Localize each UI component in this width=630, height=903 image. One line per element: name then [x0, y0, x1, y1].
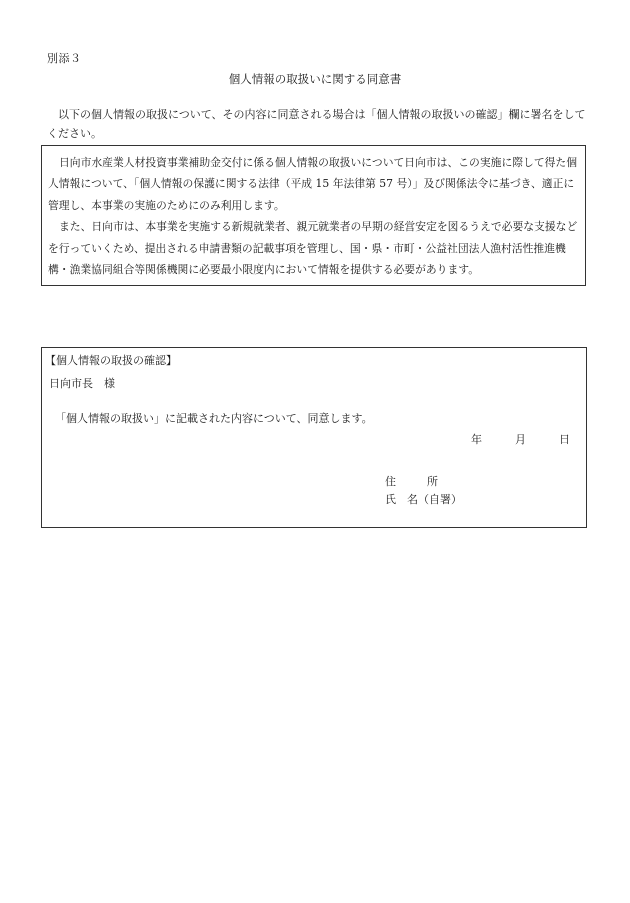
handling-description-box — [41, 145, 586, 286]
addressee: 日向市長 様 — [49, 377, 115, 390]
agreement-statement: 「個人情報の取扱い」に記載された内容について、同意します。 — [55, 412, 373, 425]
address-label: 住 所 — [385, 475, 448, 488]
date-day-label: 日 — [559, 433, 570, 446]
confirmation-heading: 【個人情報の取扱の確認】 — [45, 354, 177, 367]
intro-text: 以下の個人情報の取扱について、その内容に同意される場合は「個人情報の取扱いの確認」欄に署名をしてください。 — [47, 108, 586, 140]
signature-name-label: 氏 名（自署） — [385, 493, 462, 506]
confirmation-box — [41, 347, 587, 528]
annex-label: 別添３ — [47, 52, 82, 65]
handling-paragraph-2: また、日向市は、本事業を実施する新規就業者、親元就業者の早期の経営安定を図るうえで必要な支援などを行っていくため、提出される申請書類の記載事項を管理し、国・県・市町・公益社団法人漁村活性推進機構・漁業協同組合等関係機関に必要最小限度内において情報を提供する必要があります。 — [48, 220, 578, 277]
date-year-label: 年 — [471, 433, 482, 446]
handling-paragraph-1: 日向市水産業人材投資事業補助金交付に係る個人情報の取扱いについて日向市は、この実施に際して得た個人情報について、「個人情報の保護に関する法律（平成 15 年法律第 57 号）」及び関係法令に基づき、適正に管理し、本事業の実施のためにのみ利用します。 — [48, 156, 578, 212]
date-field — [471, 431, 570, 447]
page-title: 個人情報の取扱いに関する同意書 — [228, 72, 402, 86]
date-month-label: 月 — [515, 433, 526, 446]
